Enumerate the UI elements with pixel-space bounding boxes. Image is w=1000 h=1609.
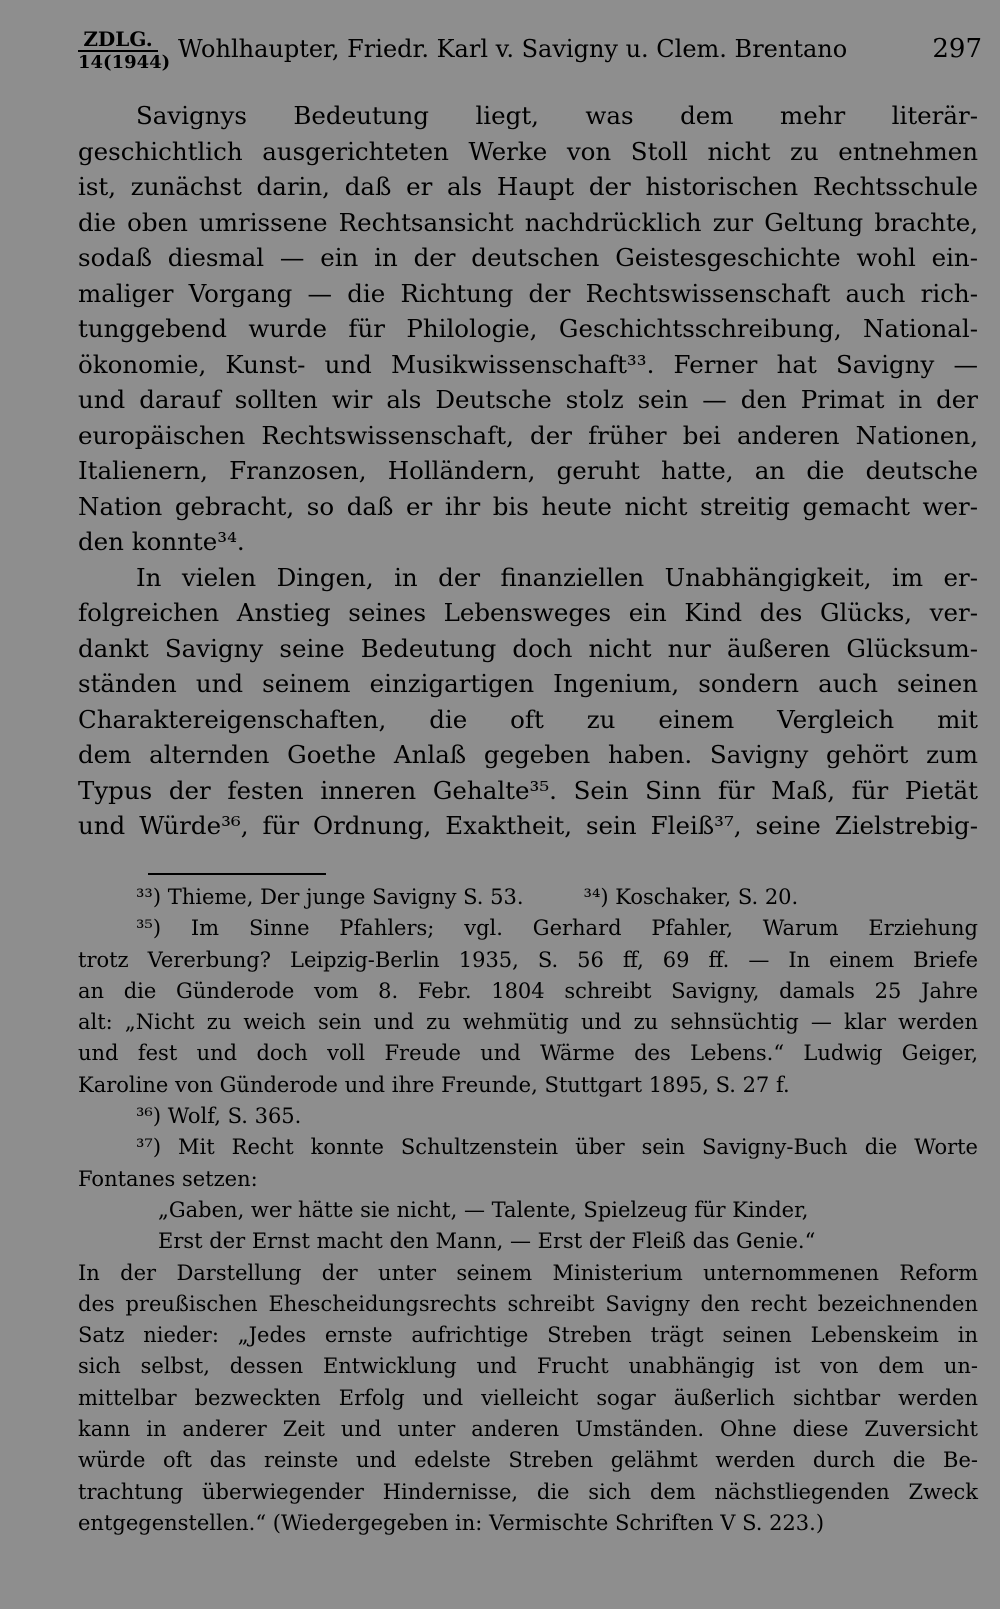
quote-line: „Gaben, wer hätte sie nicht, — Talente, Spielzeug für Kinder, — [158, 1197, 809, 1222]
page-number: 297 — [932, 34, 982, 64]
footnote-33: ³³) Thieme, Der junge Savigny S. 53. — [136, 885, 524, 909]
footnote-37-line: sich selbst, dessen Entwicklung und Frucht unabhängig ist von dem un- — [78, 1354, 978, 1379]
footnote-37-line: Fontanes setzen: — [78, 1166, 258, 1191]
journal-abbreviation: ZDLG. — [78, 28, 158, 52]
text-line: geschichtlich ausgerichteten Werke von Stoll nicht zu entnehmen — [78, 136, 978, 166]
footnote-37-line: In der Darstellung der unter seinem Ministerium unternommenen Reform — [78, 1260, 978, 1285]
text-line: die oben umrissene Rechtsansicht nachdrücklich zur Geltung brachte, — [78, 207, 978, 237]
text-line: In vielen Dingen, in der finanziellen Unabhängigkeit, im er- — [136, 562, 978, 592]
footnote-35-line: Karoline von Günderode und ihre Freunde, Stuttgart 1895, S. 27 f. — [78, 1072, 790, 1097]
footnote-35-line: und fest und doch voll Freude und Wärme des Lebens.“ Ludwig Geiger, — [78, 1041, 978, 1066]
footnote-37-line: entgegenstellen.“ (Wiedergegeben in: Vermischte Schriften V S. 223.) — [78, 1510, 825, 1535]
text-line: folgreichen Anstieg seines Lebensweges ein Kind des Glücks, ver- — [78, 598, 978, 627]
journal-reference — [78, 27, 171, 74]
text-line: und Würde³⁶, für Ordnung, Exaktheit, sein Fleiß³⁷, seine Zielstrebig- — [78, 811, 978, 840]
footnote-34: ³⁴) Koschaker, S. 20. — [583, 885, 799, 909]
main-text — [78, 98, 978, 844]
text-line: Nation gebracht, so daß er ihr bis heute nicht streitig gemacht wer- — [78, 491, 978, 521]
text-line: tunggebend wurde für Philologie, Geschichtsschreibung, National- — [78, 314, 978, 343]
text-line: Typus der festen inneren Gehalte³⁵. Sein Sinn für Maß, für Pietät — [78, 775, 978, 805]
footnote-37-line: mittelbar bezweckten Erfolg und vielleicht sogar äußerlich sichtbar werden — [78, 1385, 978, 1410]
footnote-37-line: würde oft das reinste und edelste Streben gelähmt werden durch die Be- — [78, 1448, 978, 1473]
footnotes — [78, 882, 978, 1539]
text-line: dankt Savigny seine Bedeutung doch nicht nur äußeren Glücksum- — [78, 633, 978, 663]
footnote-37-line: kann in anderer Zeit und unter anderen Umständen. Ohne diese Zuversicht — [78, 1417, 978, 1442]
footnote-35-line: an die Günderode vom 8. Febr. 1804 schreibt Savigny, damals 25 Jahre — [78, 978, 978, 1003]
footnote-35-line: trotz Vererbung? Leipzig-Berlin 1935, S. 56 ff, 69 ff. — In einem Briefe — [78, 947, 978, 972]
footnote-line — [78, 882, 978, 913]
footnote-35-line: alt: „Nicht zu weich sein und zu wehmütig und zu sehnsüchtig — klar werden — [78, 1010, 978, 1035]
footnote-36: ³⁶) Wolf, S. 365. — [136, 1104, 302, 1129]
footnote-37-line: ³⁷) Mit Recht konnte Schultzenstein über sein Savigny-Buch die Worte — [136, 1135, 978, 1160]
text-line: Italienern, Franzosen, Holländern, geruht hatte, an die deutsche — [78, 456, 978, 485]
text-line: dem alternden Goethe Anlaß gegeben haben. Savigny gehört zum — [78, 740, 978, 769]
text-line: und darauf sollten wir als Deutsche stolz sein — den Primat in der — [78, 385, 978, 414]
text-line: ökonomie, Kunst- und Musikwissenschaft³³. Ferner hat Savigny — — [78, 349, 978, 379]
text-line: europäischen Rechtswissenschaft, der früher bei anderen Nationen, — [78, 420, 978, 450]
text-line: ist, zunächst darin, daß er als Haupt der historischen Rechtsschule — [78, 172, 978, 201]
text-line: den konnte³⁴. — [78, 527, 245, 556]
text-line: maliger Vorgang — die Richtung der Rechtswissenschaft auch rich- — [78, 278, 978, 308]
footnote-37-line: des preußischen Ehescheidungsrechts schreibt Savigny den recht bezeichnenden — [78, 1291, 978, 1316]
page-header — [78, 28, 982, 76]
text-line: ständen und seinem einzigartigen Ingenium, sondern auch seinen — [78, 669, 978, 698]
journal-volume: 14(1944) — [78, 52, 171, 73]
footnote-37-line: Satz nieder: „Jedes ernste aufrichtige Streben trägt seinen Lebenskeim in — [78, 1323, 978, 1348]
footnote-divider — [148, 873, 326, 875]
footnote-35-line: ³⁵) Im Sinne Pfahlers; vgl. Gerhard Pfahler, Warum Erziehung — [136, 916, 978, 941]
text-line: Savignys Bedeutung liegt, was dem mehr literär- — [136, 101, 978, 130]
footnote-37-line: trachtung überwiegender Hindernisse, die sich dem nächstliegenden Zweck — [78, 1479, 978, 1504]
running-title: Wohlhaupter, Friedr. Karl v. Savigny u. Clem. Brentano — [178, 35, 848, 63]
text-line: Charaktereigenschaften, die oft zu einem Vergleich mit — [78, 704, 978, 734]
text-line: sodaß diesmal — ein in der deutschen Geistesgeschichte wohl ein- — [78, 243, 978, 272]
quote-line: Erst der Ernst macht den Mann, — Erst der Fleiß das Genie.“ — [158, 1229, 816, 1254]
